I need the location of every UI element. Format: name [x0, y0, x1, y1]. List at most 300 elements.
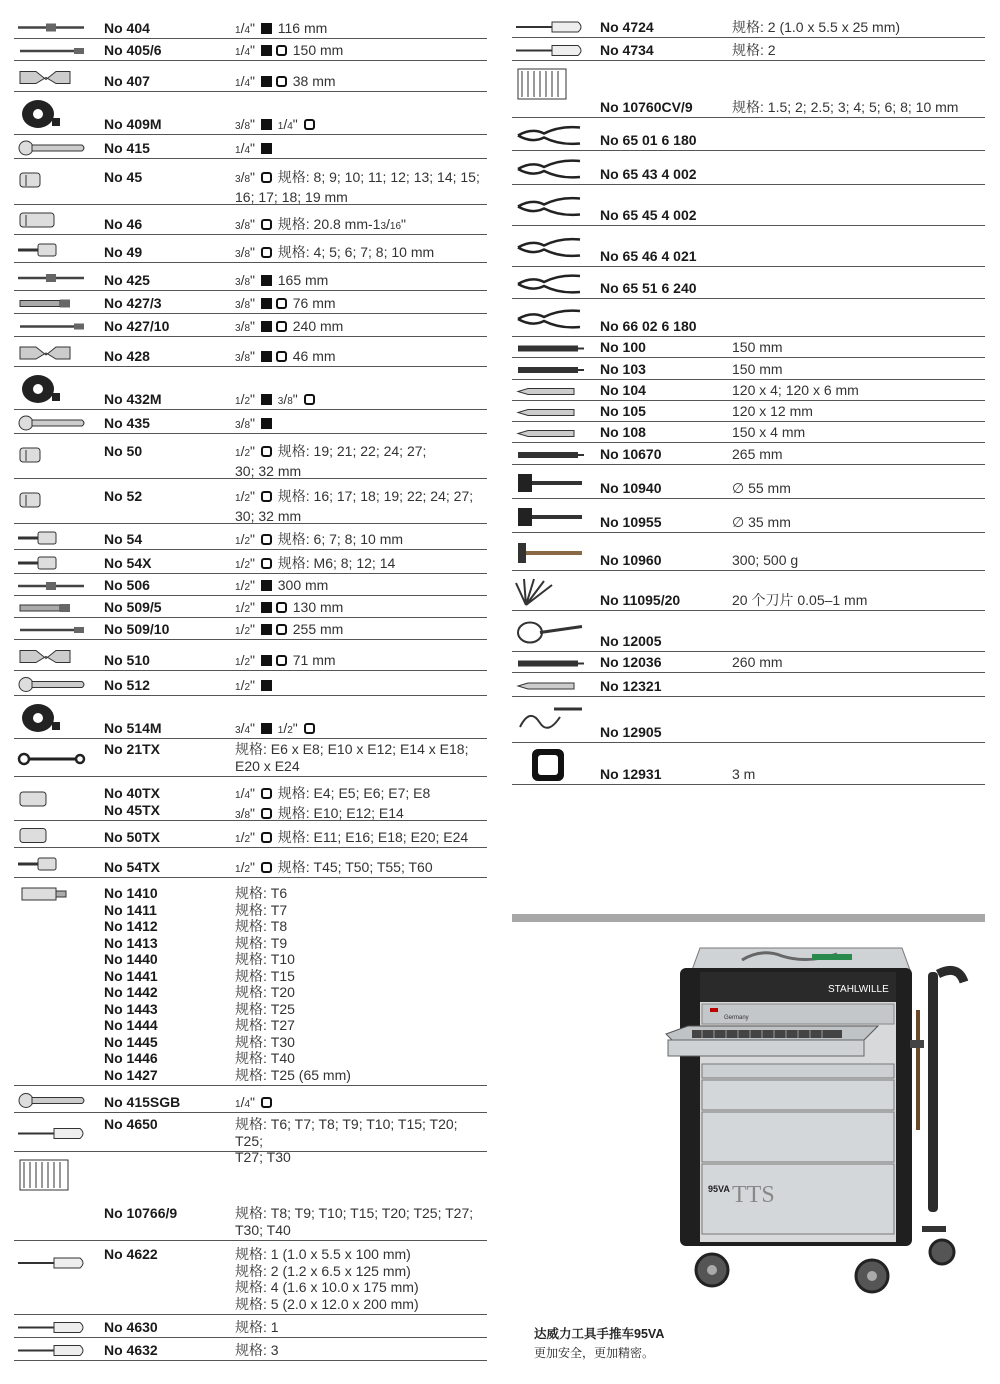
cart-caption-title: 达威力工具手推车95VA — [534, 1327, 665, 1341]
part-number — [104, 42, 162, 59]
part-spec-line: 16; 17; 18; 19 mm — [235, 188, 348, 205]
part-row — [14, 14, 487, 39]
hammer-icon — [514, 537, 586, 569]
part-spec-line: 1/4" 规格: E4; E5; E6; E7; E8 — [235, 785, 431, 801]
universal-joint-icon — [16, 644, 88, 669]
scriber-icon — [514, 677, 586, 695]
universal-joint-icon — [16, 65, 88, 90]
part-spec — [235, 677, 485, 697]
part-row — [14, 235, 487, 263]
part-row — [14, 1315, 487, 1338]
part-number — [600, 514, 661, 531]
part-number — [104, 1319, 158, 1336]
part-number-line: No 40TX — [104, 785, 161, 801]
part-number-line: No 65 45 4 002 — [600, 206, 697, 223]
part-row — [14, 640, 487, 671]
part-number — [104, 216, 142, 233]
part-number — [600, 678, 661, 695]
part-number-line: No 10670 — [600, 445, 662, 462]
part-spec — [235, 488, 485, 524]
part-number-line: No 65 46 4 021 — [600, 247, 697, 264]
part-spec — [732, 446, 983, 463]
part-number — [600, 248, 697, 265]
part-number-line: No 1412 — [104, 918, 158, 934]
extension-short-icon — [16, 295, 88, 312]
part-number-line: No 45 — [104, 169, 143, 185]
part-number-line: No 65 51 6 240 — [600, 279, 697, 296]
universal-joint-icon — [16, 341, 88, 365]
part-spec-line: 1/4" 150 mm — [235, 41, 344, 58]
torx-bit-icon — [16, 882, 88, 918]
part-spec-line: 规格: T30 — [235, 1033, 295, 1050]
part-number — [104, 488, 142, 505]
part-number-line: No 65 01 6 180 — [600, 131, 697, 148]
part-number — [600, 724, 661, 741]
part-spec — [235, 885, 485, 1083]
part-spec-line: 规格: 2 (1.2 x 6.5 x 125 mm) — [235, 1262, 411, 1279]
part-number-line: No 103 — [600, 360, 646, 377]
part-spec — [235, 348, 485, 368]
part-number-line: No 54X — [104, 554, 152, 571]
file-icon — [514, 447, 586, 463]
part-spec-line: 规格: 5 (2.0 x 12.0 x 200 mm) — [235, 1295, 419, 1312]
deep-socket-icon — [16, 209, 88, 233]
part-spec — [732, 592, 983, 609]
part-row — [512, 401, 985, 422]
part-number-line: No 4622 — [104, 1246, 158, 1262]
part-spec — [732, 424, 983, 441]
part-number — [104, 859, 160, 876]
part-row — [14, 878, 487, 1086]
part-number-line: No 10960 — [600, 551, 662, 568]
part-number-line: No 4734 — [600, 41, 654, 58]
part-number — [104, 1116, 158, 1133]
part-spec-line: 规格: T25 (65 mm) — [235, 1066, 351, 1083]
part-row — [512, 533, 985, 571]
part-spec-line: 1/2" — [235, 677, 485, 697]
part-number — [104, 116, 162, 133]
part-spec-line: 20 个刀片 0.05–1 mm — [732, 591, 868, 608]
part-number — [600, 166, 697, 183]
part-number — [104, 415, 150, 432]
ratchet-icon — [16, 1090, 88, 1111]
part-row — [512, 151, 985, 185]
part-number — [104, 1246, 158, 1263]
part-number — [104, 272, 150, 289]
side-cutter-icon — [514, 303, 586, 335]
file-icon — [514, 362, 586, 378]
part-number-line: No 108 — [600, 424, 646, 440]
part-number-line: No 21TX — [104, 741, 161, 757]
part-number-line: No 54 — [104, 530, 143, 547]
t-handle-icon — [16, 578, 88, 594]
hex-key-set-icon — [514, 65, 586, 101]
part-number-line: No 435 — [104, 414, 150, 431]
part-row — [14, 524, 487, 550]
part-row — [14, 479, 487, 524]
part-number-line: No 432M — [104, 390, 162, 407]
part-spec-line: 1/2" 3/8" — [235, 391, 485, 411]
part-number — [600, 42, 654, 59]
part-row — [14, 1086, 487, 1113]
part-row — [512, 14, 985, 38]
part-spec-line: 120 x 12 mm — [732, 403, 813, 419]
part-spec — [235, 1094, 485, 1114]
socket-icon — [16, 163, 88, 199]
part-row — [14, 135, 487, 159]
part-row — [14, 618, 487, 640]
part-spec — [235, 272, 485, 292]
part-spec — [235, 116, 485, 136]
part-number — [600, 280, 697, 297]
torx-wrench-icon — [16, 743, 88, 775]
part-row — [14, 434, 487, 479]
ratchet-icon — [16, 675, 88, 694]
circlip-pliers-icon — [514, 230, 586, 265]
part-spec — [732, 403, 983, 420]
part-number-line: No 52 — [104, 488, 143, 504]
extension-bar-icon — [16, 622, 88, 638]
part-number — [600, 480, 661, 497]
tape-measure-icon — [514, 747, 586, 783]
part-number-line: No 1441 — [104, 967, 158, 984]
torx-socket-icon — [16, 825, 88, 846]
part-spec-line: 规格: T15 — [235, 967, 295, 984]
part-spec — [732, 99, 983, 116]
part-number — [104, 318, 169, 335]
part-spec-line: 3/8" 规格: 8; 9; 10; 11; 12; 13; 14; 15; — [235, 169, 480, 185]
part-spec-line: 1/2" 规格: 6; 7; 8; 10 mm — [235, 530, 404, 547]
part-row — [14, 671, 487, 696]
part-row — [14, 696, 487, 739]
part-spec-line: 1/2" 规格: 19; 21; 22; 24; 27; — [235, 443, 427, 459]
part-number-line: No 12036 — [600, 654, 662, 670]
part-number-line: No 4632 — [104, 1341, 158, 1358]
part-number-line: No 427/3 — [104, 294, 162, 311]
part-spec-line: 3/8" 165 mm — [235, 271, 329, 288]
part-number-line: No 514M — [104, 719, 162, 736]
part-number-line: No 4630 — [104, 1318, 158, 1335]
part-number-line: No 1442 — [104, 984, 158, 1000]
part-spec-line: 3/8" 46 mm — [235, 347, 336, 364]
part-spec-line: 1/2" 300 mm — [235, 576, 329, 593]
part-number — [600, 99, 693, 116]
part-spec-line: 3/8" 规格: 4; 5; 6; 7; 8; 10 mm — [235, 243, 435, 260]
part-number-line: No 10766/9 — [104, 1205, 178, 1221]
part-number — [104, 20, 150, 37]
part-row — [14, 550, 487, 574]
part-spec-line: 1/2" 规格: T45; T50; T55; T60 — [235, 858, 433, 875]
extension-bar-icon — [16, 318, 88, 335]
speeder-adaptor-icon — [16, 700, 88, 736]
part-spec-line: 1/2" 255 mm — [235, 620, 344, 637]
pliers-icon — [514, 122, 586, 149]
part-spec-line: 30; 32 mm — [235, 507, 302, 524]
part-number-line: No 1443 — [104, 1000, 158, 1017]
part-spec — [235, 42, 485, 62]
part-spec-line: 260 mm — [732, 654, 783, 670]
part-spec-line: 1/2" 规格: 16; 17; 18; 19; 22; 24; 27; — [235, 488, 474, 504]
part-spec-line: 1/4" — [235, 1094, 485, 1114]
part-number — [600, 132, 697, 149]
part-number-line: No 415SGB — [104, 1093, 181, 1110]
part-row — [14, 1113, 487, 1165]
part-spec-line: 3/8" 1/4" — [235, 116, 485, 136]
part-spec — [732, 514, 983, 531]
part-spec — [235, 318, 485, 338]
part-number — [104, 741, 160, 758]
part-number — [104, 1205, 177, 1222]
part-number-line: No 12905 — [600, 723, 662, 740]
part-spec-line: 120 x 4; 120 x 6 mm — [732, 382, 859, 398]
screwdriver-icon — [16, 1319, 88, 1336]
extension-bar-icon — [16, 43, 88, 59]
part-row — [14, 574, 487, 596]
part-spec-line: 3/8" — [235, 415, 485, 435]
part-row — [512, 422, 985, 443]
part-number-line: No 104 — [600, 382, 646, 398]
part-spec-line: 3/8" 规格: 20.8 mm-13/16" — [235, 215, 407, 232]
ratchet-icon — [16, 139, 88, 157]
part-spec-line: 1/2" 规格: E11; E16; E18; E20; E24 — [235, 828, 469, 845]
part-row — [14, 291, 487, 314]
part-number — [104, 140, 150, 157]
torx-bit-socket-icon — [16, 852, 88, 876]
part-spec — [235, 1319, 485, 1336]
part-row — [512, 571, 985, 611]
part-spec-line: 规格: T40 — [235, 1050, 295, 1066]
part-row — [14, 367, 487, 410]
part-number — [600, 424, 646, 441]
part-spec — [235, 1205, 485, 1238]
part-number-line: No 12321 — [600, 677, 662, 694]
part-spec — [235, 443, 485, 479]
part-spec-line: 规格: 4 (1.6 x 10.0 x 175 mm) — [235, 1279, 419, 1295]
part-spec-line: 150 mm — [732, 339, 783, 355]
part-row — [14, 1241, 487, 1315]
part-row — [14, 39, 487, 61]
part-number — [104, 531, 142, 548]
part-number-line: No 407 — [104, 72, 150, 89]
feeler-gauge-icon — [514, 575, 586, 609]
part-spec-line: 3/4" 1/2" — [235, 720, 485, 740]
part-row — [512, 499, 985, 533]
part-spec-line: 规格: T6 — [235, 885, 288, 901]
part-spec-line: 规格: 1 (1.0 x 5.5 x 100 mm) — [235, 1246, 411, 1262]
part-spec-line: 规格: 2 (1.0 x 5.5 x 25 mm) — [732, 18, 901, 35]
part-row — [512, 267, 985, 299]
part-spec-line: 1/2" 130 mm — [235, 598, 344, 615]
part-spec — [235, 720, 485, 740]
part-number-line: No 45TX — [104, 801, 161, 818]
part-number-line: No 1411 — [104, 901, 157, 918]
t-handle-icon — [16, 18, 88, 37]
key-set-icon — [16, 1156, 88, 1192]
part-number — [104, 348, 150, 365]
part-number-line: No 66 02 6 180 — [600, 317, 697, 334]
part-spec-line: 规格: T9 — [235, 934, 288, 951]
part-row — [512, 61, 985, 118]
part-spec — [235, 555, 485, 575]
part-row — [512, 380, 985, 401]
part-row — [512, 443, 985, 465]
part-number — [104, 599, 162, 616]
small-screwdriver-icon — [514, 18, 586, 36]
part-spec-line: 规格: T27 — [235, 1017, 295, 1033]
socket-icon — [16, 483, 88, 519]
part-spec-line: 265 mm — [732, 445, 783, 462]
part-row — [512, 226, 985, 267]
part-number — [600, 633, 661, 650]
part-spec-line: 规格: T6; T7; T8; T9; T10; T15; T20; T25; — [235, 1116, 462, 1149]
part-spec-line: 1/4" — [235, 140, 485, 160]
part-number-line: No 427/10 — [104, 317, 170, 334]
part-number-line: No 1427 — [104, 1066, 158, 1083]
part-row — [14, 159, 487, 205]
speeder-adaptor-icon — [16, 96, 88, 132]
part-number-line: No 425 — [104, 271, 150, 288]
part-spec-line: 3/8" 240 mm — [235, 317, 344, 334]
part-spec-line: E20 x E24 — [235, 757, 300, 774]
part-number — [104, 1094, 180, 1111]
part-spec-line: 规格: T25 — [235, 1000, 295, 1017]
part-spec-line: 规格: 3 — [235, 1341, 279, 1358]
part-row — [512, 299, 985, 337]
part-number-line: No 49 — [104, 243, 143, 260]
circlip-pliers-icon — [514, 189, 586, 224]
part-spec-line: 规格: 1 — [235, 1318, 279, 1335]
part-spec-line: 3/8" 76 mm — [235, 294, 336, 311]
screwdriver-icon — [16, 1117, 88, 1150]
part-number-line: No 1440 — [104, 951, 158, 967]
filter-wrench-icon — [514, 615, 586, 650]
torx-socket-icon — [16, 781, 88, 817]
part-number-line: No 105 — [600, 403, 646, 419]
part-row — [14, 205, 487, 235]
part-spec-line: 规格: T7 — [235, 901, 288, 918]
water-pump-pliers-icon — [514, 271, 586, 297]
part-row — [14, 596, 487, 618]
part-spec-line: 规格: T8; T9; T10; T15; T20; T25; T27; — [235, 1205, 474, 1221]
part-number — [104, 169, 142, 186]
part-row — [14, 337, 487, 367]
small-screwdriver-icon — [514, 42, 586, 59]
part-spec-line: 150 x 4 mm — [732, 424, 806, 440]
tool-cart-photo — [652, 930, 978, 1320]
part-number-line: No 509/10 — [104, 620, 170, 637]
part-number — [600, 207, 697, 224]
part-number-line: No 509/5 — [104, 598, 162, 615]
part-number — [600, 446, 661, 463]
part-row — [14, 848, 487, 878]
part-spec-line: ∅ 55 mm — [732, 479, 791, 496]
part-spec — [235, 415, 485, 435]
part-spec — [732, 480, 983, 497]
part-spec — [732, 766, 983, 783]
part-number-line: No 1413 — [104, 934, 158, 951]
part-number-line: No 10955 — [600, 513, 662, 530]
part-number — [104, 785, 160, 818]
part-spec — [235, 652, 485, 672]
extension-short-icon — [16, 600, 88, 616]
part-spec — [235, 244, 485, 264]
part-number-line: No 50 — [104, 443, 143, 459]
part-number-line: No 12931 — [600, 765, 662, 782]
pliers-icon — [514, 155, 586, 183]
part-row — [14, 1152, 487, 1241]
part-number — [104, 244, 142, 261]
part-number — [104, 885, 158, 1083]
part-number-line: No 10940 — [600, 479, 662, 496]
part-row — [14, 410, 487, 434]
part-row — [512, 697, 985, 743]
ratchet-icon — [16, 414, 88, 432]
bit-socket-icon — [16, 528, 88, 548]
part-number — [600, 654, 661, 671]
part-number — [104, 1342, 158, 1359]
part-spec — [732, 339, 983, 356]
part-spec-line: 规格: T8 — [235, 918, 288, 934]
part-spec — [235, 829, 485, 849]
part-spec — [235, 859, 485, 879]
part-number — [104, 443, 142, 460]
part-row — [14, 92, 487, 135]
part-spec — [732, 552, 983, 569]
part-spec — [235, 621, 485, 641]
part-spec — [732, 382, 983, 399]
part-row — [14, 739, 487, 777]
part-spec — [235, 785, 485, 824]
part-number — [104, 720, 162, 737]
part-row — [512, 673, 985, 697]
part-spec — [235, 391, 485, 411]
file-icon — [514, 341, 586, 356]
part-row — [512, 611, 985, 652]
part-number-line: No 1444 — [104, 1017, 158, 1033]
punch-icon — [514, 384, 586, 399]
part-number-line: No 46 — [104, 215, 143, 232]
part-number-line: No 50TX — [104, 828, 161, 845]
part-number — [600, 339, 646, 356]
right-parts-column — [512, 14, 985, 785]
part-row — [512, 743, 985, 785]
bit-socket-icon — [16, 239, 88, 261]
part-spec-line: ∅ 35 mm — [732, 513, 791, 530]
part-number — [104, 829, 160, 846]
part-spec-line: 1/4" 116 mm — [235, 19, 328, 36]
t-handle-icon — [16, 267, 88, 289]
part-row — [14, 1338, 487, 1361]
screwdriver-icon — [16, 1245, 88, 1281]
magnetic-pick-up-icon — [514, 701, 586, 737]
part-number-line: No 10760CV/9 — [600, 98, 693, 115]
part-number-line: No 506 — [104, 576, 150, 593]
part-row — [512, 118, 985, 151]
cart-caption-text: 更加安全，更加精密。 — [534, 1346, 655, 1360]
part-number-line: No 415 — [104, 139, 150, 156]
part-row — [512, 358, 985, 380]
part-number — [600, 318, 697, 335]
part-spec-line: 规格: 1.5; 2; 2.5; 3; 4; 5; 6; 8; 10 mm — [732, 98, 959, 115]
part-spec — [732, 654, 983, 671]
left-parts-column — [14, 14, 487, 1361]
part-spec — [235, 73, 485, 93]
cart-model-label: 95VA — [708, 1184, 730, 1194]
part-spec — [235, 599, 485, 619]
part-number — [104, 295, 162, 312]
part-number-line: No 65 43 4 002 — [600, 165, 697, 182]
part-spec-line: 1/2" 规格: M6; 8; 12; 14 — [235, 554, 396, 571]
